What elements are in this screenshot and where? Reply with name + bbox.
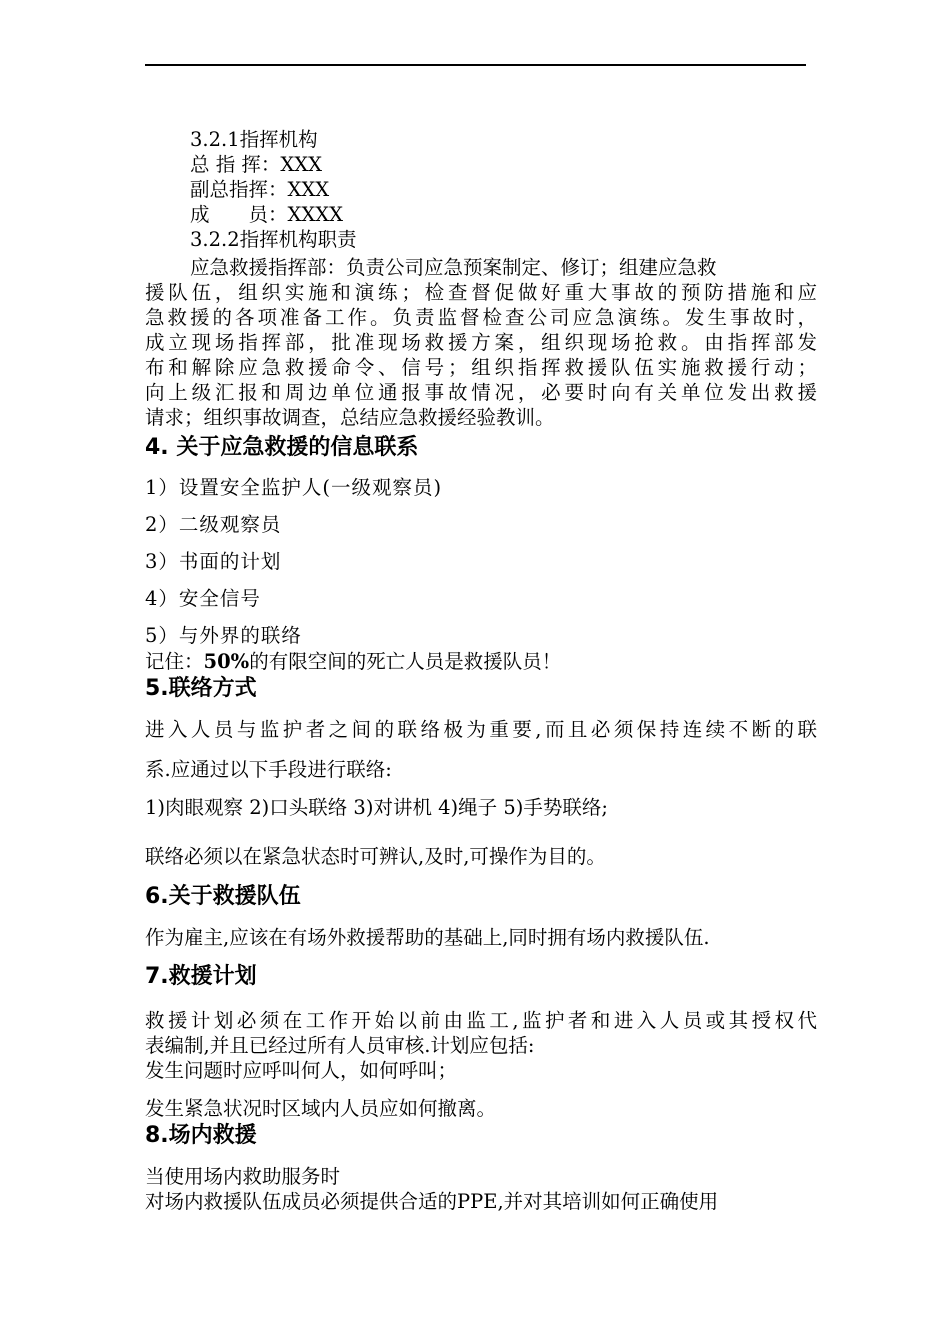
remember-suffix: 的有限空间的死亡人员是救援队员！ [249, 650, 562, 673]
list-item: 1）设置安全监护人(一级观察员) [145, 476, 443, 499]
contact-means: 1)肉眼观察 2)口头联络 3)对讲机 4)绳子 5)手势联络; [145, 796, 608, 819]
section-5-heading: 5.联络方式 [145, 676, 257, 701]
duty-paragraph-line: 向上级汇报和周边单位通报事故情况，必要时向有关单位发出救援 [145, 381, 817, 404]
subheading-3-2-2: 3.2.2指挥机构职责 [190, 228, 357, 251]
subheading-3-2-1: 3.2.1指挥机构 [190, 128, 318, 151]
contact-text: 系.应通过以下手段进行联络: [145, 758, 392, 781]
duty-paragraph-line: 应急救援指挥部：负责公司应急预案制定、修订；组建应急救 [190, 256, 717, 279]
rescue-plan-text: 发生紧急状况时区域内人员应如何撤离。 [145, 1097, 497, 1120]
header-rule [145, 64, 806, 66]
list-item: 5）与外界的联络 [145, 624, 302, 647]
list-item: 4）安全信号 [145, 587, 261, 610]
section-4-heading: 4. 关于应急救援的信息联系 [145, 435, 419, 460]
remember-percent: 50% [203, 650, 250, 673]
members-line: 成 员：XXXX [190, 203, 344, 226]
contact-requirement: 联络必须以在紧急状态时可辨认,及时,可操作为目的。 [145, 845, 606, 868]
onsite-rescue-text: 对场内救援队伍成员必须提供合适的PPE,并对其培训如何正确使用 [145, 1190, 719, 1213]
rescue-plan-text: 救援计划必须在工作开始以前由监工,监护者和进入人员或其授权代 [145, 1009, 817, 1032]
duty-paragraph-line: 援队伍，组织实施和演练；检查督促做好重大事故的预防措施和应 [145, 281, 817, 304]
section-7-heading: 7.救援计划 [145, 964, 257, 989]
duty-paragraph-line: 请求；组织事故调查，总结应急救援经验教训。 [145, 406, 555, 429]
contact-text: 进入人员与监护者之间的联络极为重要,而且必须保持连续不断的联 [145, 718, 817, 741]
deputy-commander-line: 副总指挥：XXX [190, 178, 330, 201]
rescue-plan-text: 发生问题时应呼叫何人，如何呼叫； [145, 1059, 458, 1082]
list-item: 3）书面的计划 [145, 550, 282, 573]
section-8-heading: 8.场内救援 [145, 1123, 257, 1148]
duty-paragraph-line: 布和解除应急救援命令、信号；组织指挥救援队伍实施救援行动； [145, 356, 817, 379]
duty-paragraph-line: 急救援的各项准备工作。负责监督检查公司应急演练。发生事故时， [145, 306, 817, 329]
rescue-team-text: 作为雇主,应该在有场外救援帮助的基础上,同时拥有场内救援队伍. [145, 926, 710, 949]
onsite-rescue-text: 当使用场内救助服务时 [145, 1165, 341, 1188]
duty-paragraph-line: 成立现场指挥部，批准现场救援方案，组织现场抢救。由指挥部发 [145, 331, 817, 354]
commander-line: 总 指 挥：XXX [190, 153, 323, 176]
remember-note [145, 650, 561, 674]
section-6-heading: 6.关于救援队伍 [145, 884, 301, 909]
rescue-plan-text: 表编制,并且已经过所有人员审核.计划应包括: [145, 1034, 535, 1057]
list-item: 2）二级观察员 [145, 513, 282, 536]
remember-prefix: 记住： [145, 650, 204, 673]
